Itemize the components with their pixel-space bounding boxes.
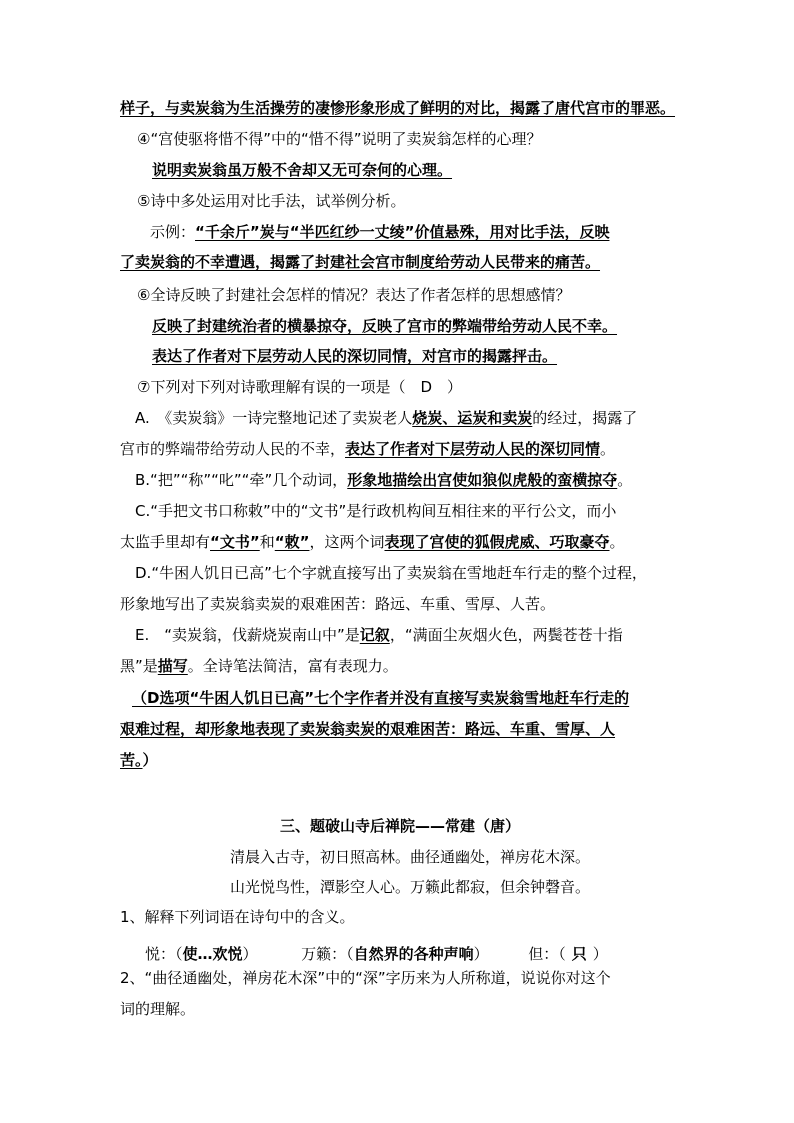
word-2-label: 万籁：（ bbox=[301, 945, 354, 963]
option-a-line-1 bbox=[135, 408, 695, 428]
word-1-label: 悦：（ bbox=[145, 945, 183, 963]
explanation-line-1: （D选项“牛困人饥日已高”七个字作者并没有直接写卖炭翁雪地赶车行走的 bbox=[132, 689, 630, 707]
option-c-text: 。 bbox=[609, 533, 625, 551]
word-2-end: ） bbox=[473, 945, 489, 963]
explanation-line-2: 艰难过程，却形象地表现了卖炭翁卖炭的艰难困苦：路远、车重、雪厚、人 bbox=[120, 720, 616, 738]
answer-5-line-2: 了卖炭翁的不幸遭遇，揭露了封建社会宫市制度给劳动人民带来的痛苦。 bbox=[120, 253, 601, 271]
explanation-text: 苦。 bbox=[120, 751, 143, 769]
question-4: ④“宫使驱将惜不得”中的“惜不得”说明了卖炭翁怎样的心理？ bbox=[137, 130, 542, 148]
option-e-text: ，“满面尘灰烟火色，两鬓苍苍十指 bbox=[389, 626, 623, 644]
option-a-text: 。 bbox=[600, 440, 616, 458]
option-e-line-2 bbox=[120, 656, 680, 676]
section-3-question-1: 1、解释下列词语在诗句中的含义。 bbox=[120, 908, 355, 926]
question-7: ⑦下列对下列对诗歌理解有误的一项是（ D ） bbox=[137, 378, 462, 396]
answer-continuation: 样子，与卖炭翁为生活操劳的凄惨形象形成了鲜明的对比，揭露了唐代宫市的罪恶。 bbox=[120, 99, 676, 117]
section-3-question-2-line-2: 词的理解。 bbox=[120, 1000, 196, 1018]
option-e-text: 。全诗笔法简洁，富有表现力。 bbox=[187, 657, 398, 675]
word-meanings bbox=[145, 944, 705, 964]
poem-line-2: 山光悦鸟性，潭影空人心。万籁此都寂，但余钟磬音。 bbox=[229, 878, 590, 896]
option-c-key: “文书” bbox=[210, 533, 260, 551]
word-1-answer: 使…欢悦 bbox=[182, 945, 243, 963]
option-a-text: 宫市的弊端带给劳动人民的不幸， bbox=[120, 440, 346, 458]
option-c-text: 和 bbox=[259, 533, 275, 551]
option-c-key: 表现了宫使的狐假虎威、巧取豪夺 bbox=[384, 533, 610, 551]
example-text: “千余斤”炭与“半匹红纱一丈绫”价值悬殊，用对比手法，反映 bbox=[195, 223, 610, 241]
word-3-end: ） bbox=[592, 945, 608, 963]
option-a-key: 表达了作者对下层劳动人民的深切同情 bbox=[345, 440, 601, 458]
option-c-text: ，这两个词 bbox=[309, 533, 385, 551]
option-d-line-1: D.“牛困人饥日已高”七个字就直接写出了卖炭翁在雪地赶车行走的整个过程， bbox=[135, 564, 647, 582]
answer-4: 说明卖炭翁虽万般不舍却又无可奈何的心理。 bbox=[152, 161, 453, 179]
answer-5-line-1 bbox=[150, 222, 710, 242]
word-3-answer: 只 bbox=[571, 945, 587, 963]
explanation-line-3 bbox=[120, 750, 680, 770]
example-label: 示例： bbox=[150, 223, 196, 241]
word-3-label: 但：（ bbox=[528, 945, 566, 963]
option-a-line-2 bbox=[120, 439, 680, 459]
option-c-text: 太监手里却有 bbox=[120, 533, 211, 551]
word-2-answer: 自然界的各种声响 bbox=[353, 945, 474, 963]
option-b-text: 。 bbox=[617, 471, 633, 489]
option-b bbox=[135, 470, 695, 490]
option-e-key: 描写 bbox=[157, 657, 188, 675]
option-a-text: A. 《卖炭翁》一诗完整地记述了卖炭老人 bbox=[135, 409, 413, 427]
option-e-line-1 bbox=[135, 625, 695, 645]
question-6: ⑥全诗反映了封建社会怎样的情况？表达了作者怎样的思想感情？ bbox=[137, 286, 571, 304]
explanation-paren: ） bbox=[142, 751, 158, 769]
option-e-key: 记叙 bbox=[359, 626, 390, 644]
option-c-line-2 bbox=[120, 532, 680, 552]
option-d-line-2: 形象地写出了卖炭翁卖炭的艰难困苦：路远、车重、雪厚、人苦。 bbox=[120, 595, 556, 613]
question-5: ⑤诗中多处运用对比手法，试举例分析。 bbox=[137, 192, 406, 210]
word-1-end: ） bbox=[242, 945, 258, 963]
option-e-text: E. “卖炭翁，伐薪烧炭南山中”是 bbox=[135, 626, 360, 644]
option-b-key: 形象地描绘出宫使如狼似虎般的蛮横掠夺 bbox=[347, 471, 618, 489]
poem-line-1: 清晨入古寺，初日照高林。曲径通幽处，禅房花木深。 bbox=[229, 848, 590, 866]
section-3-title: 三、题破山寺后禅院——常建（唐） bbox=[279, 817, 520, 835]
option-e-text: 黑”是 bbox=[120, 657, 158, 675]
option-c-key: “敕” bbox=[274, 533, 310, 551]
option-c-line-1: C.“手把文书口称敕”中的“文书”是行政机构间互相往来的平行公文，而小 bbox=[135, 502, 617, 520]
answer-6-line-2: 表达了作者对下层劳动人民的深切同情，对宫市的揭露抨击。 bbox=[152, 347, 558, 365]
option-a-text: 的经过，揭露了 bbox=[532, 409, 638, 427]
option-b-text: B.“把”“称”“叱”“牵”几个动词， bbox=[135, 471, 348, 489]
option-a-key: 烧炭、运炭和卖炭 bbox=[412, 409, 533, 427]
section-3-question-2-line-1: 2、“曲径通幽处，禅房花木深”中的“深”字历来为人所称道，说说你对这个 bbox=[120, 969, 611, 987]
answer-6-line-1: 反映了封建统治者的横暴掠夺，反映了宫市的弊端带给劳动人民不幸。 bbox=[152, 317, 618, 335]
